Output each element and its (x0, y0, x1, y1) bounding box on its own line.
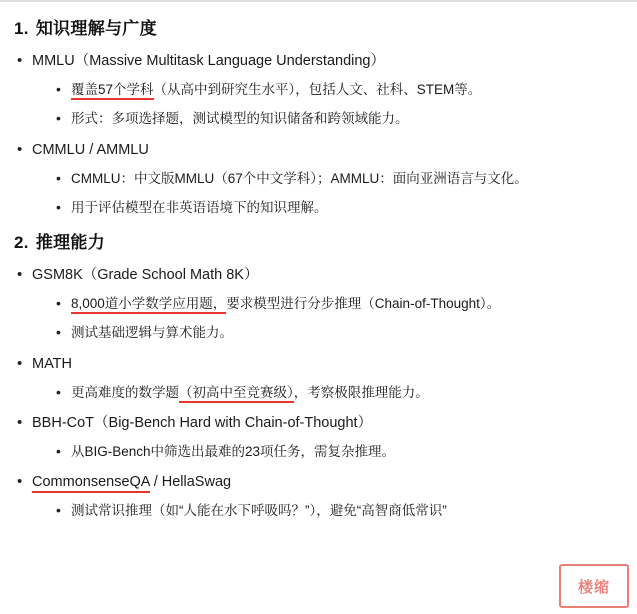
item-text: （从高中到研究生水平），包括人文、社科、STEM等。 (153, 82, 482, 98)
list-item (54, 80, 623, 100)
item-text: 要求模型进行分步推理（Chain-of-Thought）。 (226, 296, 501, 312)
list-item (54, 442, 623, 462)
item-text: 用于评估模型在非英语语境下的知识理解。 (71, 199, 328, 215)
sub-list (32, 383, 623, 403)
item-text: 从BIG-Bench中筛选出最难的23项任务，需复杂推理。 (71, 443, 396, 459)
section-heading-1 (14, 14, 623, 39)
section-number-2: 2. (14, 233, 29, 253)
sub-list (32, 169, 623, 219)
list-item (14, 472, 623, 521)
item-label: GSM8K（Grade School Math 8K） (32, 267, 259, 284)
item-label-suffix: / HellaSwag (149, 474, 232, 491)
item-label: MMLU（Massive Multitask Language Understanding） (32, 53, 385, 69)
item-text: 测试常识推理（如“人能在水下呼吸吗？”），避免“高智商低常识” (71, 503, 447, 519)
section-2-list (14, 265, 623, 521)
sub-list (32, 501, 623, 521)
sub-list (32, 80, 623, 130)
section-heading-2 (14, 228, 623, 253)
section-title-1: 知识理解与广度 (35, 19, 157, 38)
item-text-suffix: ，考察极限推理能力。 (293, 384, 429, 400)
list-item (54, 109, 623, 129)
underlined-phrase: 8,000道小学数学应用题， (71, 296, 226, 314)
sub-list (32, 442, 623, 462)
item-text-prefix: 更高难度的数学题 (71, 384, 179, 400)
list-item (54, 198, 623, 218)
list-item (54, 294, 623, 314)
list-item (14, 413, 623, 462)
list-item (54, 501, 623, 521)
section-1-list (14, 51, 623, 218)
underlined-phrase: 覆盖57个学科 (71, 82, 154, 100)
list-item (14, 140, 623, 219)
list-item (54, 323, 623, 343)
section-number-1: 1. (14, 19, 29, 38)
section-title-2: 推理能力 (35, 233, 106, 253)
list-item (54, 169, 623, 189)
item-text: CMMLU：中文版MMLU（67个中文学科）；AMMLU：面向亚洲语言与文化。 (71, 170, 528, 186)
underlined-phrase: （初高中至竞赛级） (179, 385, 294, 403)
list-item (54, 383, 623, 403)
item-text: 测试基础逻辑与算术能力。 (71, 325, 233, 341)
list-item (14, 265, 623, 344)
watermark: 楼缩 (559, 564, 629, 608)
list-item (14, 51, 623, 130)
item-label: BBH-CoT（Big-Bench Hard with Chain-of-Thought） (32, 414, 373, 431)
item-label: MATH (32, 355, 73, 372)
item-label: CMMLU / AMMLU (32, 141, 149, 158)
list-item (14, 354, 623, 403)
item-text: 形式：多项选择题，测试模型的知识储备和跨领域能力。 (71, 111, 409, 127)
sub-list (32, 294, 623, 344)
underlined-phrase: CommonsenseQA (32, 474, 150, 493)
top-divider (0, 0, 637, 2)
